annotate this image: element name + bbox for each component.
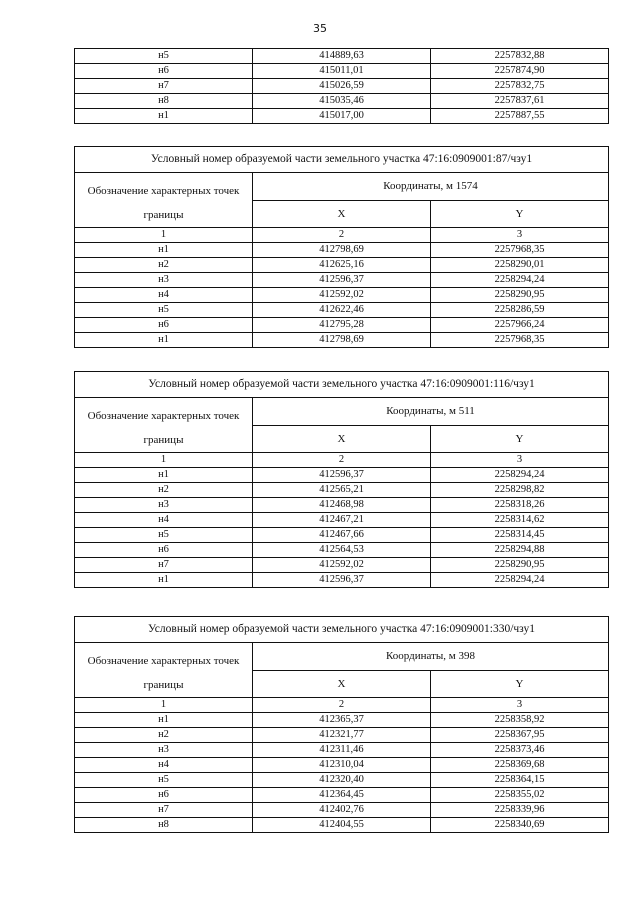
point-label: н1 xyxy=(75,109,253,124)
y-coordinate: 2258290,01 xyxy=(431,258,609,273)
x-coordinate: 412321,77 xyxy=(253,728,431,743)
table-row xyxy=(75,64,609,79)
x-coordinate: 414889,63 xyxy=(253,49,431,64)
point-label: н1 xyxy=(75,333,253,348)
table-row xyxy=(75,713,609,728)
table-row xyxy=(75,803,609,818)
point-label: н1 xyxy=(75,713,253,728)
x-coordinate: 412795,28 xyxy=(253,318,431,333)
x-coordinate: 412320,40 xyxy=(253,773,431,788)
table-row xyxy=(75,258,609,273)
y-coordinate: 2258294,24 xyxy=(431,273,609,288)
table-row xyxy=(75,528,609,543)
point-label: н6 xyxy=(75,64,253,79)
table-row xyxy=(75,273,609,288)
table-row xyxy=(75,303,609,318)
y-coordinate: 2258364,15 xyxy=(431,773,609,788)
point-label: н7 xyxy=(75,79,253,94)
points-header: Обозначение характерных точек границы xyxy=(75,398,253,453)
x-coordinate: 415011,01 xyxy=(253,64,431,79)
point-label: н1 xyxy=(75,243,253,258)
table-row xyxy=(75,543,609,558)
point-label: н1 xyxy=(75,468,253,483)
x-coordinate: 412625,16 xyxy=(253,258,431,273)
point-label: н3 xyxy=(75,273,253,288)
y-coordinate: 2258286,59 xyxy=(431,303,609,318)
point-label: н7 xyxy=(75,558,253,573)
table-row xyxy=(75,288,609,303)
x-coordinate: 412798,69 xyxy=(253,243,431,258)
coordinates-header: Координаты, м 1574 xyxy=(253,173,609,201)
x-coordinate: 412592,02 xyxy=(253,288,431,303)
table-row xyxy=(75,743,609,758)
col-number: 3 xyxy=(431,228,609,243)
table-row xyxy=(75,243,609,258)
y-coordinate: 2258340,69 xyxy=(431,818,609,833)
table-row xyxy=(75,318,609,333)
y-coordinate: 2257968,35 xyxy=(431,333,609,348)
col-number: 1 xyxy=(75,698,253,713)
table-row xyxy=(75,468,609,483)
table-row xyxy=(75,558,609,573)
coordinates-table-330 xyxy=(74,616,609,833)
table-row xyxy=(75,788,609,803)
x-coordinate: 412467,66 xyxy=(253,528,431,543)
x-coordinate: 412311,46 xyxy=(253,743,431,758)
y-coordinate: 2258318,26 xyxy=(431,498,609,513)
table-row xyxy=(75,758,609,773)
table-title: Условный номер образуемой части земельного участка 47:16:0909001:330/чзу1 xyxy=(75,617,609,643)
y-coordinate: 2257966,24 xyxy=(431,318,609,333)
rows xyxy=(75,468,609,588)
y-coordinate: 2258298,82 xyxy=(431,483,609,498)
point-label: н6 xyxy=(75,543,253,558)
point-label: н3 xyxy=(75,498,253,513)
x-coordinate: 412592,02 xyxy=(253,558,431,573)
coordinates-table-continued xyxy=(74,48,609,124)
x-coordinate: 412364,45 xyxy=(253,788,431,803)
x-coordinate: 412402,76 xyxy=(253,803,431,818)
y-header: Y xyxy=(431,425,609,453)
point-label: н2 xyxy=(75,258,253,273)
coordinates-header: Координаты, м 511 xyxy=(253,398,609,426)
table-row xyxy=(75,818,609,833)
point-label: н4 xyxy=(75,513,253,528)
x-coordinate: 412596,37 xyxy=(253,273,431,288)
x-coordinate: 412467,21 xyxy=(253,513,431,528)
y-coordinate: 2258314,45 xyxy=(431,528,609,543)
y-coordinate: 2258355,02 xyxy=(431,788,609,803)
table-row xyxy=(75,498,609,513)
y-coordinate: 2258294,24 xyxy=(431,573,609,588)
y-coordinate: 2257887,55 xyxy=(431,109,609,124)
y-coordinate: 2257832,75 xyxy=(431,79,609,94)
y-header: Y xyxy=(431,670,609,698)
table-row xyxy=(75,109,609,124)
y-coordinate: 2257832,88 xyxy=(431,49,609,64)
x-coordinate: 412596,37 xyxy=(253,468,431,483)
point-label: н2 xyxy=(75,483,253,498)
y-coordinate: 2258369,68 xyxy=(431,758,609,773)
table-row xyxy=(75,333,609,348)
coordinates-table-87 xyxy=(74,146,609,348)
x-coordinate: 415035,46 xyxy=(253,94,431,109)
y-coordinate: 2258373,46 xyxy=(431,743,609,758)
y-coordinate: 2258294,24 xyxy=(431,468,609,483)
rows xyxy=(75,713,609,833)
table-row xyxy=(75,49,609,64)
coordinates-header: Координаты, м 398 xyxy=(253,643,609,671)
point-label: н3 xyxy=(75,743,253,758)
point-label: н8 xyxy=(75,818,253,833)
page-number: 35 xyxy=(313,22,327,35)
x-coordinate: 412596,37 xyxy=(253,573,431,588)
y-coordinate: 2257874,90 xyxy=(431,64,609,79)
y-coordinate: 2258339,96 xyxy=(431,803,609,818)
table-row xyxy=(75,728,609,743)
y-coordinate: 2257837,61 xyxy=(431,94,609,109)
table-title: Условный номер образуемой части земельного участка 47:16:0909001:116/чзу1 xyxy=(75,372,609,398)
col-number: 3 xyxy=(431,698,609,713)
coordinates-table-116 xyxy=(74,371,609,588)
y-coordinate: 2258314,62 xyxy=(431,513,609,528)
y-coordinate: 2257968,35 xyxy=(431,243,609,258)
table-title: Условный номер образуемой части земельного участка 47:16:0909001:87/чзу1 xyxy=(75,147,609,173)
col-number: 2 xyxy=(253,453,431,468)
point-label: н7 xyxy=(75,803,253,818)
x-coordinate: 412564,53 xyxy=(253,543,431,558)
x-header: X xyxy=(253,670,431,698)
table-row xyxy=(75,773,609,788)
points-header: Обозначение характерных точек границы xyxy=(75,173,253,228)
y-coordinate: 2258358,92 xyxy=(431,713,609,728)
point-label: н5 xyxy=(75,773,253,788)
x-coordinate: 412622,46 xyxy=(253,303,431,318)
point-label: н6 xyxy=(75,318,253,333)
points-header: Обозначение характерных точек границы xyxy=(75,643,253,698)
y-coordinate: 2258294,88 xyxy=(431,543,609,558)
y-coordinate: 2258290,95 xyxy=(431,558,609,573)
point-label: н5 xyxy=(75,528,253,543)
x-coordinate: 412404,55 xyxy=(253,818,431,833)
table-row xyxy=(75,483,609,498)
col-number: 1 xyxy=(75,228,253,243)
table-row xyxy=(75,94,609,109)
point-label: н1 xyxy=(75,573,253,588)
col-number: 2 xyxy=(253,228,431,243)
point-label: н8 xyxy=(75,94,253,109)
table-row xyxy=(75,573,609,588)
x-header: X xyxy=(253,425,431,453)
y-coordinate: 2258290,95 xyxy=(431,288,609,303)
y-header: Y xyxy=(431,200,609,228)
table-row xyxy=(75,79,609,94)
point-label: н4 xyxy=(75,758,253,773)
col-number: 3 xyxy=(431,453,609,468)
point-label: н4 xyxy=(75,288,253,303)
col-number: 1 xyxy=(75,453,253,468)
x-coordinate: 412365,37 xyxy=(253,713,431,728)
y-coordinate: 2258367,95 xyxy=(431,728,609,743)
x-header: X xyxy=(253,200,431,228)
point-label: н5 xyxy=(75,49,253,64)
table-row xyxy=(75,513,609,528)
x-coordinate: 415026,59 xyxy=(253,79,431,94)
point-label: н5 xyxy=(75,303,253,318)
x-coordinate: 412798,69 xyxy=(253,333,431,348)
rows xyxy=(75,49,609,124)
x-coordinate: 412468,98 xyxy=(253,498,431,513)
point-label: н2 xyxy=(75,728,253,743)
rows xyxy=(75,243,609,348)
x-coordinate: 412565,21 xyxy=(253,483,431,498)
x-coordinate: 415017,00 xyxy=(253,109,431,124)
col-number: 2 xyxy=(253,698,431,713)
point-label: н6 xyxy=(75,788,253,803)
x-coordinate: 412310,04 xyxy=(253,758,431,773)
